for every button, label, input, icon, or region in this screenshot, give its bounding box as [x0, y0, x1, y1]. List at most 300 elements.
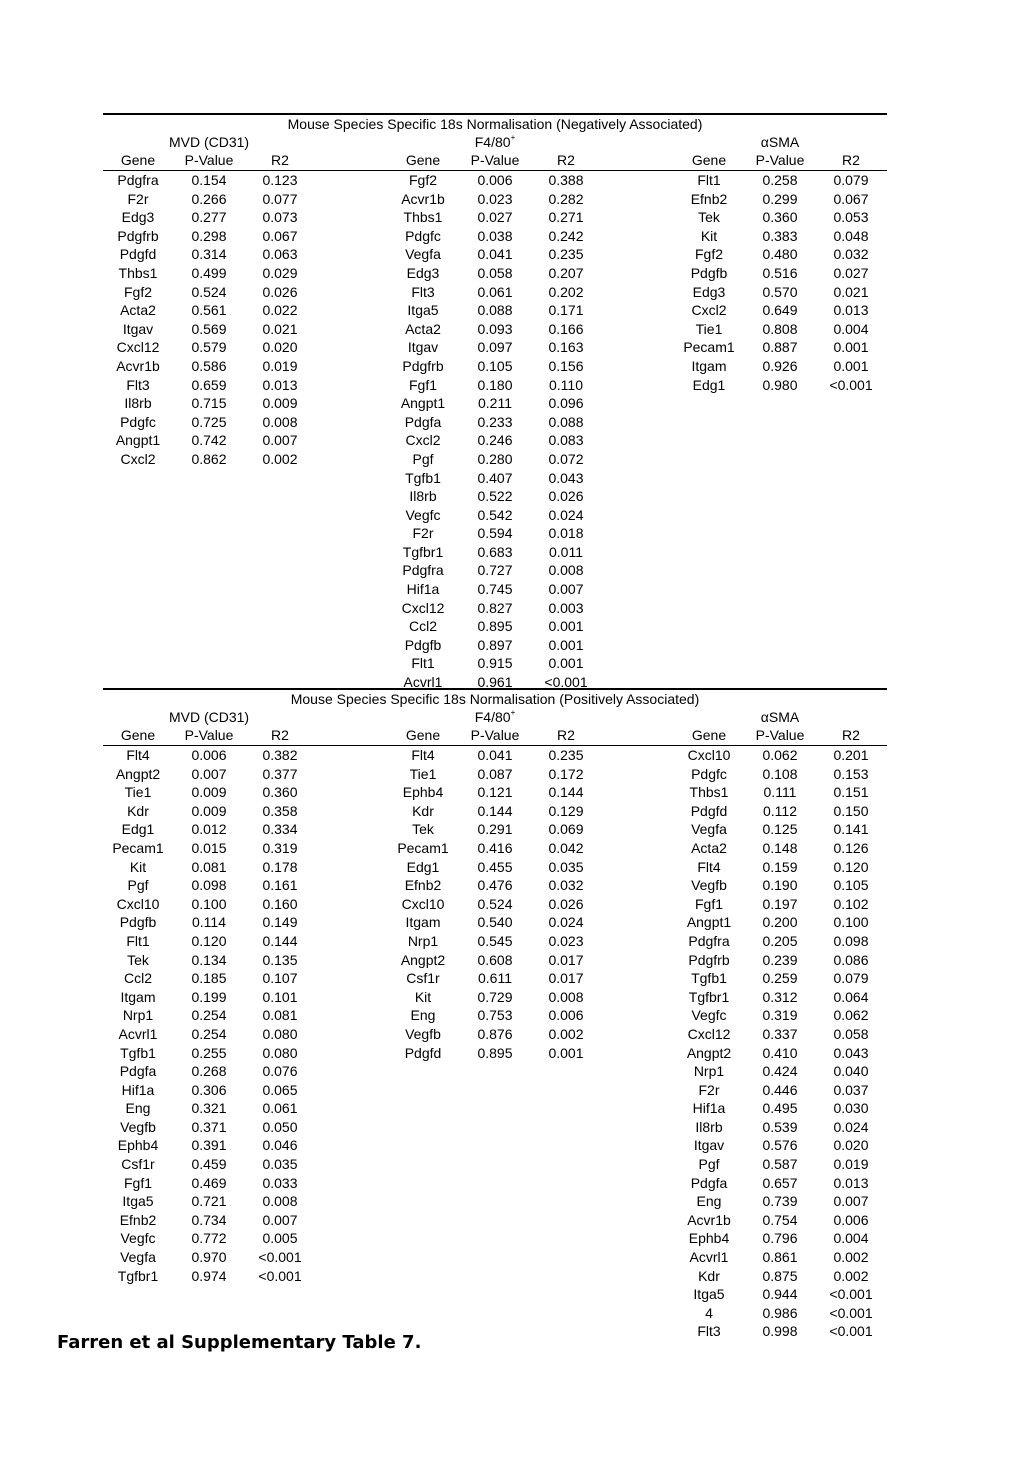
table-cell: <0.001 [258, 1267, 302, 1284]
table-cell: Itgav [407, 339, 439, 356]
table-cell: 0.009 [262, 395, 298, 412]
table-cell: Pecam1 [397, 839, 449, 856]
table-cell: 0.151 [833, 784, 869, 801]
table-cell: 0.277 [191, 209, 227, 226]
table-cell: 0.020 [262, 339, 298, 356]
table-cell: 0.102 [833, 895, 869, 912]
table-cell: Flt4 [411, 747, 435, 763]
table-cell: Kdr [698, 1267, 720, 1284]
table-cell: 0.023 [548, 932, 584, 949]
table-cell: Il8rb [695, 1118, 723, 1135]
group-title-asma: αSMA [760, 134, 800, 150]
table-cell: 0.796 [762, 1230, 798, 1247]
table-cell: Efnb2 [119, 1211, 157, 1228]
table-cell: 0.199 [191, 988, 227, 1005]
table-cell: 0.125 [762, 821, 798, 838]
table-cell: 0.024 [833, 1118, 869, 1135]
table-cell: 0.038 [477, 227, 513, 244]
column-pvalue [745, 171, 815, 394]
table-cell: 0.895 [477, 618, 513, 635]
table-cell: 0.058 [477, 264, 513, 281]
table-cell: 0.160 [262, 895, 298, 912]
table-cell: Tie1 [409, 765, 437, 782]
table-cell: Acvr1b [116, 357, 160, 374]
table-cell: 0.312 [762, 988, 798, 1005]
table-cell: 0.657 [762, 1174, 798, 1191]
table-cell: Kdr [127, 802, 149, 819]
table-cell: 0.029 [262, 264, 298, 281]
table-cell: Kit [700, 227, 718, 244]
col-header-pvalue: P-Value [755, 727, 805, 743]
table-cell: 0.006 [548, 1007, 584, 1024]
table-cell: 0.062 [762, 747, 798, 763]
table-cell: Pdgfra [688, 932, 730, 949]
table-cell: 0.134 [191, 951, 227, 968]
col-header-gene: Gene [405, 727, 441, 743]
table-cell: 0.021 [262, 320, 298, 337]
table-cell: 0.015 [191, 839, 227, 856]
table-cell: Tgfbr1 [402, 543, 444, 560]
column-gene [679, 746, 739, 1341]
table-cell: 0.043 [833, 1044, 869, 1061]
table-cell: Ccl2 [123, 970, 152, 987]
table-cell: 0.080 [262, 1025, 298, 1042]
table-cell: 0.205 [762, 932, 798, 949]
table-cell: Fgf2 [408, 172, 437, 188]
table-cell: 0.112 [763, 802, 797, 819]
table-cell: 0.268 [191, 1063, 227, 1080]
table-cell: 0.185 [191, 970, 227, 987]
table-cell: Nrp1 [122, 1007, 154, 1024]
table-cell: Vegfc [691, 1007, 727, 1024]
table-cell: <0.001 [829, 376, 873, 393]
table-cell: 0.007 [833, 1193, 869, 1210]
table-cell: 0.875 [762, 1267, 798, 1284]
table-cell: 0.088 [477, 302, 513, 319]
table-cell: 0.683 [477, 543, 513, 560]
column-gene [108, 746, 168, 1285]
table-cell: Pdgfra [117, 172, 159, 188]
table-cell: 0.611 [478, 970, 512, 987]
table-cell: 0.040 [833, 1063, 869, 1080]
table-cell: Pecam1 [683, 339, 735, 356]
column-gene [679, 171, 739, 394]
table-cell: 0.067 [262, 227, 298, 244]
table-cell: 0.360 [262, 784, 298, 801]
table-cell: Pdgfa [404, 413, 442, 430]
table-cell: 0.019 [262, 357, 298, 374]
table-cell: Kdr [412, 802, 434, 819]
table-cell: Itgav [122, 320, 154, 337]
table-cell: Edg3 [692, 283, 726, 300]
table-cell: 0.388 [548, 172, 584, 188]
table-cell: 0.079 [833, 172, 869, 188]
table-cell: Ephb4 [402, 784, 444, 801]
table-cell: Angpt2 [115, 765, 161, 782]
table-cell: 0.255 [191, 1044, 227, 1061]
table-cell: 0.002 [833, 1267, 869, 1284]
table-cell: Kit [129, 858, 147, 875]
table-cell: <0.001 [829, 1323, 873, 1340]
table-cell: Pdgfrb [117, 227, 159, 244]
table-cell: 0.383 [762, 227, 798, 244]
table-cell: Vegfb [120, 1118, 156, 1135]
table-cell: Fgf1 [694, 895, 723, 912]
table-cell: Cxcl12 [401, 599, 445, 616]
table-cell: 0.002 [833, 1249, 869, 1266]
table-cell: 0.012 [191, 821, 227, 838]
table-cell: 0.123 [262, 172, 298, 188]
table-cell: 0.006 [191, 747, 227, 763]
table-cell: 0.382 [262, 747, 298, 763]
table-cell: Hif1a [121, 1081, 155, 1098]
table-cell: 0.063 [262, 246, 298, 263]
table-cell: 0.008 [548, 988, 584, 1005]
col-header-r2: R2 [557, 152, 575, 168]
table-cell: 0.065 [262, 1081, 298, 1098]
table-cell: Cxcl10 [116, 895, 160, 912]
table-cell: 0.360 [762, 209, 798, 226]
table-cell: Eng [410, 1007, 436, 1024]
col-header-pvalue: P-Value [184, 727, 234, 743]
table-cell: 0.087 [477, 765, 513, 782]
table-cell: Cxcl12 [687, 1025, 731, 1042]
table-cell: 0.725 [191, 413, 227, 430]
table-cell: 0.280 [477, 450, 513, 467]
table-cell: 0.072 [548, 450, 584, 467]
table-cell: 0.105 [833, 877, 869, 894]
table-cell: Pdgfa [690, 1174, 728, 1191]
table-cell: 0.371 [191, 1118, 227, 1135]
table-cell: 0.033 [262, 1174, 298, 1191]
table-cell: 0.144 [477, 802, 513, 819]
table-cell: 0.098 [191, 877, 227, 894]
table-cell: 0.141 [833, 821, 869, 838]
table-cell: 0.020 [833, 1137, 869, 1154]
table-cell: 0.887 [762, 339, 798, 356]
table-cell: F2r [412, 525, 434, 542]
table-cell: 0.980 [762, 376, 798, 393]
table-cell: Cxcl2 [120, 450, 156, 467]
table-cell: 0.093 [477, 320, 513, 337]
col-header-gene: Gene [691, 727, 727, 743]
table-cell: 0.334 [262, 821, 298, 838]
table-cell: 0.545 [477, 932, 513, 949]
table-cell: 0.944 [762, 1286, 798, 1303]
table-cell: 0.007 [262, 432, 298, 449]
table-cell: 0.018 [548, 525, 584, 542]
table-cell: 0.239 [762, 951, 798, 968]
table-cell: Fgf1 [408, 376, 437, 393]
table-cell: Nrp1 [407, 932, 439, 949]
table-cell: Cxcl2 [691, 302, 727, 319]
table-cell: Pdgfrb [402, 357, 444, 374]
table-cell: Edg3 [121, 209, 155, 226]
table-cell: 0.064 [833, 988, 869, 1005]
table-cell: 0.163 [548, 339, 584, 356]
table-cell: Tek [698, 209, 720, 226]
table-cell: 0.540 [477, 914, 513, 931]
table-cell: 0.111 [763, 784, 797, 801]
table-cell: Itga5 [407, 302, 439, 319]
table-cell: 0.201 [833, 747, 869, 763]
table-cell: 0.013 [833, 302, 869, 319]
table-cell: Acvrl1 [689, 1249, 729, 1266]
group-title-mvd: MVD (CD31) [168, 709, 250, 725]
table-cell: 0.480 [762, 246, 798, 263]
table-cell: 0.041 [477, 246, 513, 263]
table-cell: Tie1 [695, 320, 723, 337]
column-gene [393, 171, 453, 692]
table-cell: 0.017 [548, 970, 584, 987]
table-cell: 0.495 [762, 1100, 798, 1117]
table-cell: 0.009 [191, 802, 227, 819]
table-cell: Hif1a [406, 581, 440, 598]
table-cell: 0.446 [762, 1081, 798, 1098]
table-cell: Csf1r [121, 1156, 155, 1173]
table-cell: Ccl2 [408, 618, 437, 635]
table-cell: 0.715 [191, 395, 227, 412]
table-cell: 0.876 [477, 1025, 513, 1042]
table-cell: 0.753 [477, 1007, 513, 1024]
table-cell: 0.298 [191, 227, 227, 244]
column-r2 [536, 171, 596, 692]
table-cell: 0.001 [833, 339, 869, 356]
table-cell: 0.001 [548, 1044, 584, 1061]
table-cell: 0.570 [762, 283, 798, 300]
table-cell: 0.321 [191, 1100, 227, 1117]
group-title-asma: αSMA [760, 709, 800, 725]
table-cell: 0.734 [191, 1211, 227, 1228]
table-cell: 0.050 [262, 1118, 298, 1135]
table-cell: 0.754 [762, 1211, 798, 1228]
table-cell: 0.649 [762, 302, 798, 319]
table-cell: 0.178 [262, 858, 298, 875]
table-cell: 0.235 [548, 747, 584, 763]
table-caption: Farren et al Supplementary Table 7. [57, 1332, 422, 1353]
table-cell: 0.013 [262, 376, 298, 393]
table-cell: 0.476 [477, 877, 513, 894]
table-cell: 0.561 [191, 302, 227, 319]
table-cell: 0.961 [477, 674, 513, 691]
table-cell: 0.067 [833, 190, 869, 207]
table-cell: Vegfa [120, 1249, 156, 1266]
table-cell: 0.254 [191, 1025, 227, 1042]
table-cell: 0.319 [762, 1007, 798, 1024]
table-cell: 0.053 [833, 209, 869, 226]
table-cell: 0.100 [833, 914, 869, 931]
table-cell: Pdgfc [120, 413, 156, 430]
table-cell: Edg1 [406, 858, 440, 875]
col-header-r2: R2 [557, 727, 575, 743]
table-cell: 0.926 [762, 357, 798, 374]
table-cell: Angpt1 [400, 395, 446, 412]
table-cell: 0.337 [762, 1025, 798, 1042]
table-cell: 0.171 [548, 302, 584, 319]
table-cell: Vegfa [691, 821, 727, 838]
col-header-gene: Gene [691, 152, 727, 168]
table-cell: Vegfb [405, 1025, 441, 1042]
table-cell: Cxcl12 [116, 339, 160, 356]
table-cell: Flt3 [697, 1323, 721, 1340]
table-cell: Angpt2 [686, 1044, 732, 1061]
table-cell: 0.180 [477, 376, 513, 393]
table-cell: 0.026 [548, 488, 584, 505]
table-cell: Pdgfd [404, 1044, 442, 1061]
table-cell: 0.742 [191, 432, 227, 449]
table-cell: Pdgfb [690, 264, 728, 281]
table-cell: 0.524 [191, 283, 227, 300]
table-cell: 0.861 [762, 1249, 798, 1266]
table-cell: 0.021 [833, 283, 869, 300]
table-cell: 0.469 [191, 1174, 227, 1191]
table-cell: 0.098 [833, 932, 869, 949]
table-cell: 0.970 [191, 1249, 227, 1266]
table-cell: F2r [127, 190, 149, 207]
table-cell: 0.017 [548, 951, 584, 968]
table-cell: 0.391 [191, 1137, 227, 1154]
table-cell: 0.007 [548, 581, 584, 598]
table-cell: Pdgfra [402, 562, 444, 579]
table-cell: Acvrl1 [118, 1025, 158, 1042]
table-cell: 0.319 [262, 839, 298, 856]
table-cell: <0.001 [258, 1249, 302, 1266]
table-cell: 0.023 [477, 190, 513, 207]
col-header-gene: Gene [120, 152, 156, 168]
table-cell: 0.077 [262, 190, 298, 207]
table-cell: 0.153 [833, 765, 869, 782]
table-cell: 0.986 [762, 1304, 798, 1321]
table-cell: 0.073 [262, 209, 298, 226]
table-cell: 0.202 [548, 283, 584, 300]
table-cell: 0.524 [477, 895, 513, 912]
table-cell: Pdgfa [119, 1063, 157, 1080]
table-cell: 0.110 [549, 376, 583, 393]
table-cell: 0.608 [477, 951, 513, 968]
table-cell: 0.042 [548, 839, 584, 856]
table-cell: 0.242 [548, 227, 584, 244]
table-cell: 0.041 [477, 747, 513, 763]
table-cell: 0.013 [833, 1174, 869, 1191]
table-cell: 0.032 [548, 877, 584, 894]
table-cell: Itgam [120, 988, 156, 1005]
table-cell: 0.271 [548, 209, 584, 226]
table-cell: 0.079 [833, 970, 869, 987]
table-cell: 0.190 [762, 877, 798, 894]
table-cell: 0.827 [477, 599, 513, 616]
table-cell: Ephb4 [117, 1137, 159, 1154]
table-cell: Efnb2 [404, 877, 442, 894]
table-cell: Il8rb [124, 395, 152, 412]
table-cell: 0.974 [191, 1267, 227, 1284]
table-cell: Itgam [405, 914, 441, 931]
table-cell: Acvr1b [687, 1211, 731, 1228]
table-cell: 0.259 [762, 970, 798, 987]
col-header-r2: R2 [271, 727, 289, 743]
table-cell: 0.254 [191, 1007, 227, 1024]
table-cell: 0.061 [262, 1100, 298, 1117]
table-cell: 0.120 [833, 858, 869, 875]
table-cell: 0.001 [548, 636, 584, 653]
table-cell: 0.024 [548, 506, 584, 523]
table-cell: 0.594 [477, 525, 513, 542]
column-r2 [250, 746, 310, 1285]
table-cell: Pdgfd [690, 802, 728, 819]
table-cell: 0.004 [833, 1230, 869, 1247]
table-cell: 0.002 [262, 450, 298, 467]
table-cell: Hif1a [692, 1100, 726, 1117]
table-cell: 0.358 [262, 802, 298, 819]
table-cell: 0.003 [548, 599, 584, 616]
column-pvalue [460, 171, 530, 692]
table-cell: 0.258 [762, 172, 798, 188]
table-cell: 0.144 [548, 784, 584, 801]
table-cell: Pdgfc [405, 227, 441, 244]
table-cell: Thbs1 [689, 784, 729, 801]
table-cell: 0.035 [262, 1156, 298, 1173]
table-cell: Edg1 [121, 821, 155, 838]
table-cell: Fgf2 [123, 283, 152, 300]
table-cell: Pgf [698, 1156, 720, 1173]
table-cell: Kit [414, 988, 432, 1005]
table-cell: Csf1r [406, 970, 440, 987]
table-cell: Eng [125, 1100, 151, 1117]
table-cell: 0.126 [833, 839, 869, 856]
table-cell: <0.001 [544, 674, 588, 691]
group-title-mvd: MVD (CD31) [168, 134, 250, 150]
table-cell: 0.998 [762, 1323, 798, 1340]
table-cell: Acvrl1 [403, 674, 443, 691]
table-cell: Pdgfc [691, 765, 727, 782]
table-cell: 0.915 [477, 655, 513, 672]
table-cell: Angpt1 [686, 914, 732, 931]
table-cell: 0.019 [833, 1156, 869, 1173]
table-cell: 0.235 [548, 246, 584, 263]
col-header-r2: R2 [271, 152, 289, 168]
table-cell: 0.008 [262, 1193, 298, 1210]
column-r2 [821, 746, 881, 1341]
table-cell: 0.516 [762, 264, 798, 281]
table-cell: 0.011 [549, 543, 583, 560]
table-cell: Flt1 [126, 932, 150, 949]
table-cell: Fgf2 [694, 246, 723, 263]
table-cell: Vegfb [691, 877, 727, 894]
table-cell: Flt3 [126, 376, 150, 393]
table-cell: 0.306 [191, 1081, 227, 1098]
table-cell: Acta2 [691, 839, 727, 856]
table-cell: Angpt1 [115, 432, 161, 449]
col-header-gene: Gene [120, 727, 156, 743]
table-cell: Tek [412, 821, 434, 838]
table-cell: Itgav [693, 1137, 725, 1154]
table-cell: 0.009 [191, 784, 227, 801]
table-cell: Tgfb1 [405, 469, 441, 486]
table-cell: 0.088 [548, 413, 584, 430]
table-cell: 0.026 [262, 283, 298, 300]
table-cell: Tgfbr1 [688, 988, 730, 1005]
column-gene [108, 171, 168, 469]
table-cell: 0.542 [477, 506, 513, 523]
table-cell: 0.005 [262, 1230, 298, 1247]
table-cell: 0.407 [477, 469, 513, 486]
column-r2 [536, 746, 596, 1062]
table-cell: 0.211 [478, 395, 512, 412]
table-cell: 0.046 [262, 1137, 298, 1154]
col-header-gene: Gene [405, 152, 441, 168]
table-cell: 0.032 [833, 246, 869, 263]
table-cell: 0.729 [477, 988, 513, 1005]
table-cell: Acta2 [405, 320, 441, 337]
